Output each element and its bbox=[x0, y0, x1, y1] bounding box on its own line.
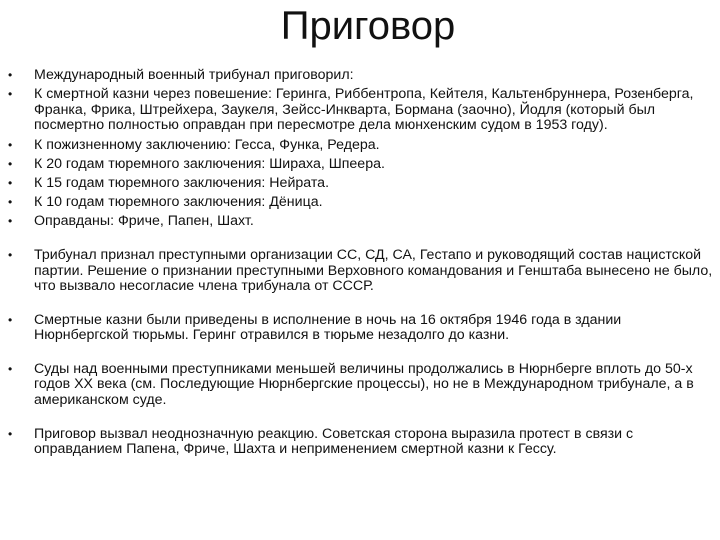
bullet-glyph: • bbox=[8, 87, 13, 102]
bullet-text: Приговор вызвал неоднозначную реакцию. Советская сторона выразила протест в связи с оправданием Папена, Фриче, Шахта и неприменением смертной казни к Гессу. bbox=[34, 425, 634, 458]
bullet-text: Смертные казни были приведены в исполнение в ночь на 16 октября 1946 года в здании Нюрнбергской тюрьмы. Геринг отравился в тюрьме незадолго до казни. bbox=[34, 311, 622, 344]
bullet-item-verdict-intro bbox=[4, 68, 716, 84]
bullet-text: К 20 годам тюремного заключения: Шираха, Шпеера. bbox=[34, 155, 385, 172]
bullet-glyph: • bbox=[8, 175, 13, 190]
bullet-item-20-years bbox=[4, 157, 716, 173]
bullet-glyph: • bbox=[8, 426, 13, 441]
bullet-text: К 10 годам тюремного заключения: Дёница. bbox=[34, 194, 323, 211]
bullet-item-15-years bbox=[4, 176, 716, 192]
bullet-glyph: • bbox=[8, 247, 13, 262]
bullet-item-life-sentence bbox=[4, 138, 716, 154]
bullet-text: К пожизненному заключению: Гесса, Функа, Редера. bbox=[34, 136, 380, 153]
bullet-glyph: • bbox=[8, 312, 13, 327]
bullet-text: Международный военный трибунал приговорил: bbox=[34, 67, 354, 83]
bullet-text: Оправданы: Фриче, Папен, Шахт. bbox=[34, 213, 254, 230]
bullet-text: К смертной казни через повешение: Геринга, Риббентропа, Кейтеля, Кальтенбруннера, Розенберга, Франка, Фрика, Штрейхера, Заукеля, Зейсс-Инкварта, Бормана (заочно), Йодля (который был посмертно полностью оправдан при пересмотре дела мюнхенским судом в 1953 году). bbox=[34, 86, 694, 134]
bullet-glyph: • bbox=[8, 156, 13, 171]
bullet-text: К 15 годам тюремного заключения: Нейрата. bbox=[34, 174, 330, 191]
bullet-glyph: • bbox=[8, 361, 13, 376]
bullet-item-10-years bbox=[4, 195, 716, 211]
bullet-item-acquitted bbox=[4, 214, 716, 230]
bullet-text: Трибунал признал преступными организации СС, СД, СА, Гестапо и руководящий состав нацистской партии. Решение о признании преступными Верховного командования и Генштаба вынесено не было, что вызвало несогласие члена трибунала от СССР. bbox=[34, 246, 713, 295]
bullet-list bbox=[4, 68, 716, 458]
bullet-glyph: • bbox=[8, 137, 13, 152]
bullet-item-executions bbox=[4, 313, 716, 344]
bullet-item-criminal-organizations bbox=[4, 248, 716, 295]
slide-title: Приговор bbox=[280, 4, 456, 48]
bullet-text: Суды над военными преступниками меньшей величины продолжались в Нюрнберге вплоть до 50-х годов XX века (см. Последующие Нюрнбергские процессы), но не в Международном трибунале, а в американском суде. bbox=[34, 360, 694, 409]
bullet-glyph: • bbox=[8, 68, 13, 82]
bullet-item-later-trials bbox=[4, 362, 716, 409]
bullet-item-death-sentence bbox=[4, 87, 716, 134]
bullet-glyph: • bbox=[8, 214, 13, 229]
bullet-glyph: • bbox=[8, 195, 13, 210]
bullet-item-reaction bbox=[4, 427, 716, 458]
